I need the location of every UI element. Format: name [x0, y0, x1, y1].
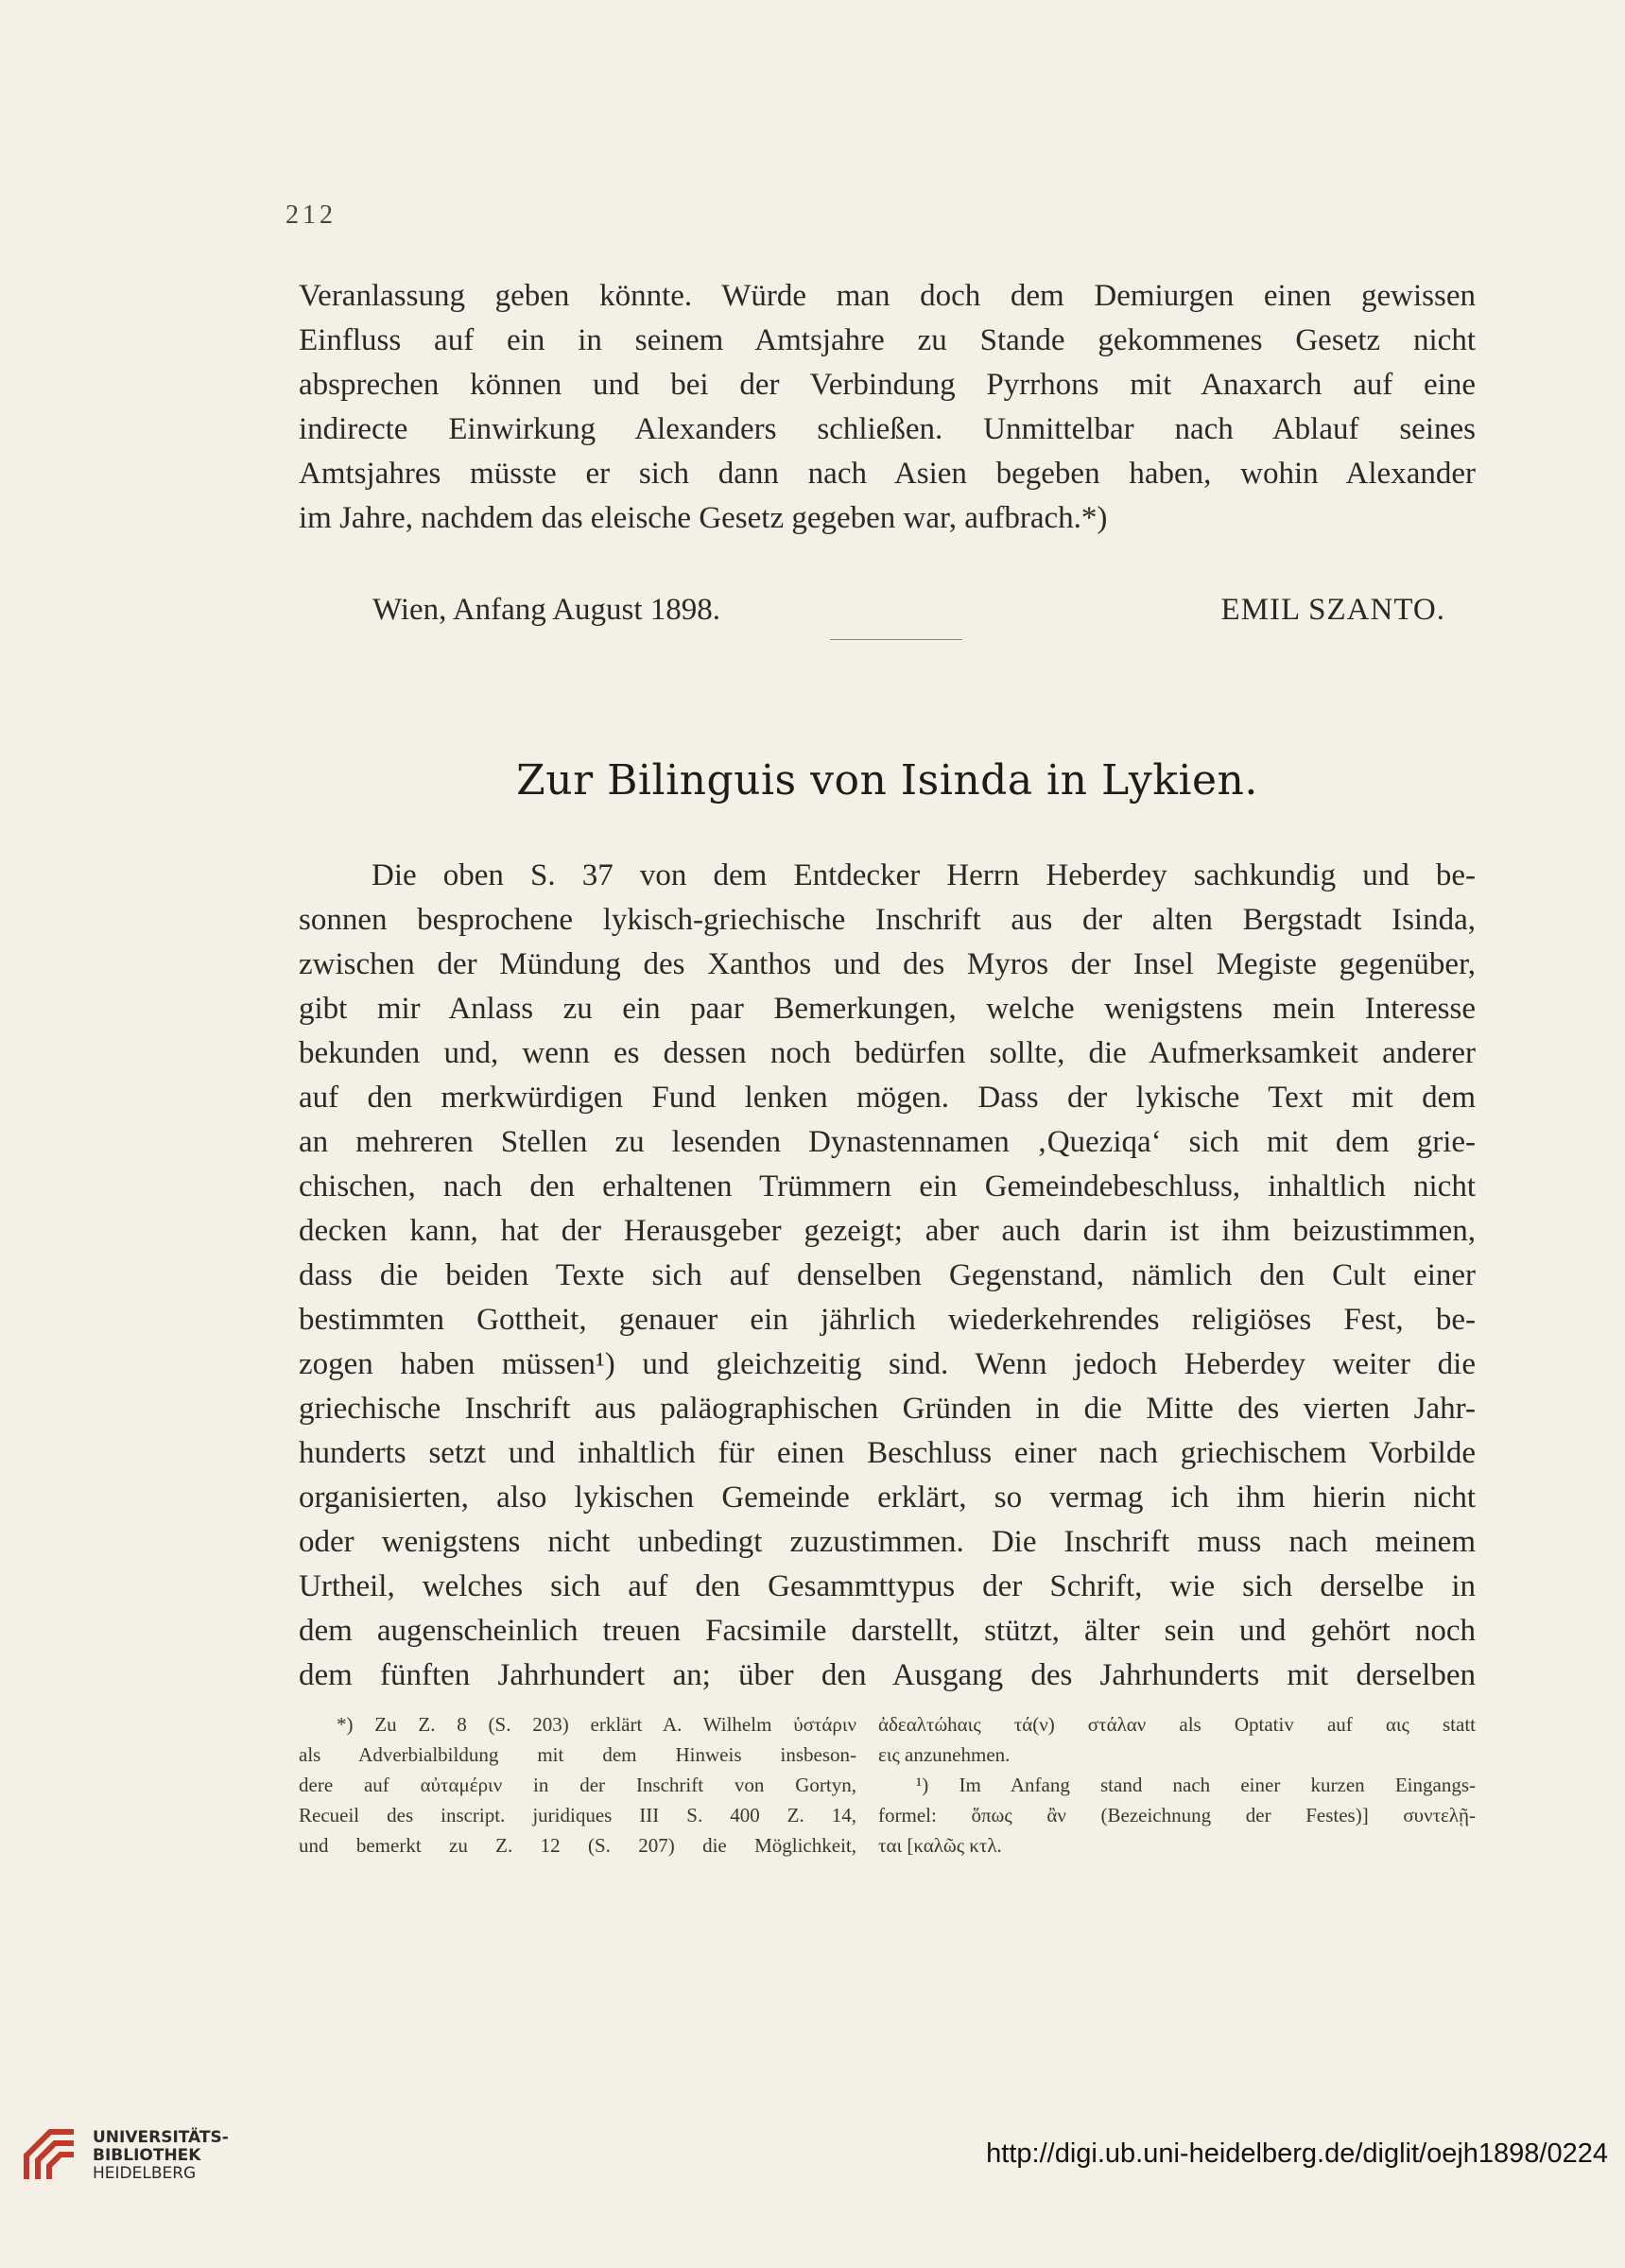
- footnote-line: und bemerkt zu Z. 12 (S. 207) die Möglichkeit,: [299, 1834, 856, 1857]
- footnote-line: als Adverbialbildung mit dem Hinweis insbeson-: [299, 1743, 856, 1766]
- text-line: chischen, nach den erhaltenen Trümmern ein Gemeindebeschluss, inhaltlich nicht: [299, 1169, 1476, 1203]
- text-line: auf den merkwürdigen Fund lenken mögen. Dass der lykische Text mit dem: [299, 1081, 1476, 1115]
- library-name-line: BIBLIOTHEK: [93, 2145, 201, 2165]
- article-heading: Zur Bilinguis von Isinda in Lykien.: [516, 756, 1258, 805]
- footnote-column-left: [299, 1709, 856, 1861]
- text-line: bekunden und, wenn es dessen noch bedürfen sollte, die Aufmerksamkeit anderer: [299, 1036, 1476, 1070]
- footnote-line: εις anzunehmen.: [878, 1743, 1011, 1766]
- footnote-line: ἀδεαλτώhαις τά(ν) στάλαν als Optativ auf αις statt: [878, 1713, 1476, 1736]
- library-emblem-icon: [17, 2122, 83, 2189]
- text-line: sonnen besprochene lykisch-griechische Inschrift aus der alten Bergstadt Isinda,: [299, 903, 1476, 937]
- source-url-link[interactable]: http://digi.ub.uni-heidelberg.de/diglit/oejh1898/0224: [986, 2138, 1608, 2169]
- author-name: EMIL SZANTO.: [1220, 593, 1445, 627]
- library-name: [93, 2129, 229, 2183]
- footnote-line: ται [καλῶς κτλ.: [878, 1834, 1002, 1857]
- library-name-line: HEIDELBERG: [93, 2163, 197, 2183]
- footnote-line: Recueil des inscript. juridiques III S. 400 Z. 14,: [299, 1804, 856, 1827]
- place-date: Wien, Anfang August 1898.: [372, 593, 721, 627]
- footnote-line: ¹) Im Anfang stand nach einer kurzen Eingangs-: [916, 1774, 1476, 1796]
- footnote-column-right: [878, 1709, 1476, 1861]
- footnote-line: formel: ὅπως ἂν (Bezeichnung der Festes)] συντελῇ-: [878, 1804, 1476, 1827]
- text-line: Amtsjahres müsste er sich dann nach Asien begeben haben, wohin Alexander: [299, 457, 1476, 491]
- library-name-line: UNIVERSITÄTS-: [93, 2127, 229, 2147]
- text-line: Einfluss auf ein in seinem Amtsjahre zu Stande gekommenes Gesetz nicht: [299, 323, 1476, 357]
- text-line: gibt mir Anlass zu ein paar Bemerkungen, welche wenigstens mein Interesse: [299, 992, 1476, 1026]
- text-line: bestimmten Gottheit, genauer ein jährlich wiederkehrendes religiöses Fest, be-: [299, 1303, 1476, 1337]
- text-line: Die oben S. 37 von dem Entdecker Herrn Heberdey sachkundig und be-: [372, 858, 1476, 892]
- text-line: zwischen der Mündung des Xanthos und des Myros der Insel Megiste gegenüber,: [299, 947, 1476, 981]
- text-line: organisierten, also lykischen Gemeinde erklärt, so vermag ich ihm hierin nicht: [299, 1480, 1476, 1515]
- body-paragraph-1: [299, 274, 1476, 541]
- footnote-line: dere auf αὐταμέριν in der Inschrift von Gortyn,: [299, 1774, 856, 1796]
- text-line: oder wenigstens nicht unbedingt zuzustimmen. Die Inschrift muss nach meinem: [299, 1525, 1476, 1559]
- text-line: zogen haben müssen¹) und gleichzeitig sind. Wenn jedoch Heberdey weiter die: [299, 1347, 1476, 1381]
- library-logo[interactable]: [17, 2122, 229, 2189]
- text-line: absprechen können und bei der Verbindung Pyrrhons mit Anaxarch auf eine: [299, 368, 1476, 402]
- footnote-line: *) Zu Z. 8 (S. 203) erklärt A. Wilhelm ὑστάριν: [337, 1713, 856, 1736]
- text-line: dem fünften Jahrhundert an; über den Ausgang des Jahrhunderts mit derselben: [299, 1658, 1476, 1692]
- section-divider: [830, 639, 962, 640]
- text-line: hunderts setzt und inhaltlich für einen Beschluss einer nach griechischem Vorbilde: [299, 1436, 1476, 1470]
- text-line: dem augenscheinlich treuen Facsimile darstellt, stützt, älter sein und gehört noch: [299, 1614, 1476, 1648]
- text-line: dass die beiden Texte sich auf denselben Gegenstand, nämlich den Cult einer: [299, 1258, 1476, 1292]
- text-line: indirecte Einwirkung Alexanders schließen. Unmittelbar nach Ablauf seines: [299, 412, 1476, 446]
- page-number: 212: [285, 200, 337, 230]
- text-line: griechische Inschrift aus paläographischen Gründen in die Mitte des vierten Jahr-: [299, 1392, 1476, 1426]
- text-line: an mehreren Stellen zu lesenden Dynastennamen ‚Queziqa‘ sich mit dem grie-: [299, 1125, 1476, 1159]
- text-line: Veranlassung geben könnte. Würde man doch dem Demiurgen einen gewissen: [299, 279, 1476, 313]
- text-line: decken kann, hat der Herausgeber gezeigt; aber auch darin ist ihm beizustimmen,: [299, 1214, 1476, 1248]
- body-paragraph-2: [299, 854, 1476, 1698]
- text-line: im Jahre, nachdem das eleische Gesetz gegeben war, aufbrach.*): [299, 501, 1108, 535]
- text-line: Urtheil, welches sich auf den Gesammttypus der Schrift, wie sich derselbe in: [299, 1569, 1476, 1603]
